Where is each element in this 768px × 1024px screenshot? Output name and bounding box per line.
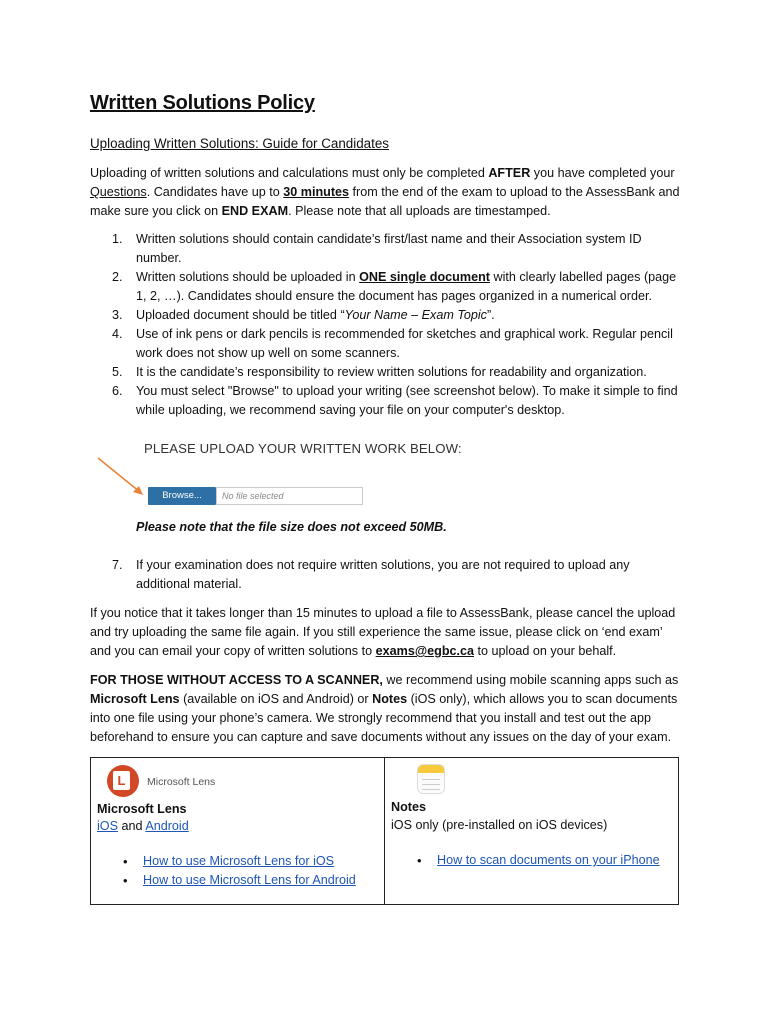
file-size-note: Please note that the file size does not exceed 50MB. (136, 520, 447, 534)
lens-platforms: iOS and Android (97, 819, 189, 833)
microsoft-lens-logo-icon: L (107, 765, 139, 797)
list-item (119, 852, 356, 871)
list-item: 4. Use of ink pens or dark pencils is recommended for sketches and graphical work. Regular pencil work does not show up well on some scanners. (112, 327, 673, 360)
page-title: Written Solutions Policy (90, 92, 315, 114)
iphone-scan-guide-link[interactable]: How to scan documents on your iPhone (437, 853, 660, 867)
email-link[interactable]: exams@egbc.ca (375, 644, 475, 658)
ios-link[interactable]: iOS (97, 819, 118, 833)
browse-button[interactable]: Browse... (148, 487, 216, 505)
list-item: 2. Written solutions should be uploaded in ONE single document with clearly labelled pages (page 1, 2, …). Candidates should ensure the document has pages organized in a numerical order. (112, 270, 677, 303)
list-item: 5. It is the candidate’s responsibility to review written solutions for readability and organization. (112, 365, 647, 379)
scanner-paragraph: FOR THOSE WITHOUT ACCESS TO A SCANNER, we recommend using mobile scanning apps such as Microsoft Lens (available on iOS and Android) or Notes (iOS only), which allows you to scan documents into one file using your phone’s camera. We strongly recommend that you install and test out the app beforehand to ensure you can capture and save documents without any issues on the day of your exam. (90, 673, 679, 744)
instructions-list-continued (90, 556, 680, 594)
notes-name: Notes (391, 800, 426, 814)
apps-table (90, 757, 679, 905)
upload-heading: PLEASE UPLOAD YOUR WRITTEN WORK BELOW: (144, 441, 462, 456)
lens-cell (91, 758, 385, 905)
arrow-icon (96, 456, 146, 498)
upload-issue-paragraph: If you notice that it takes longer than 15 minutes to upload a file to AssessBank, please cancel the upload and try uploading the same file again. If you still experience the same issue, please click on ‘end exam’ and you can email your copy of written solutions to exams@egbc.ca to upload on your behalf. (90, 606, 676, 658)
list-item (119, 871, 356, 890)
lens-name: Microsoft Lens (97, 802, 187, 816)
notes-app-icon (417, 764, 445, 794)
file-input[interactable]: No file selected (216, 487, 363, 505)
notes-cell (385, 758, 679, 905)
lens-logo-text: Microsoft Lens (147, 776, 216, 788)
upload-screenshot (144, 436, 484, 516)
notes-platforms: iOS only (pre-installed on iOS devices) (391, 818, 608, 832)
notes-links-list (413, 851, 660, 870)
intro-paragraph: Uploading of written solutions and calculations must only be completed AFTER you have completed your Questions. Candidates have up to 30 minutes from the end of the exam to upload to the AssessBank and make sure you click on END EXAM. Please note that all uploads are timestamped. (90, 166, 680, 218)
page-subtitle: Uploading Written Solutions: Guide for Candidates (90, 136, 389, 151)
list-item (413, 851, 660, 870)
android-link[interactable]: Android (145, 819, 189, 833)
instructions-list (90, 230, 680, 420)
list-item: 1. Written solutions should contain candidate’s first/last name and their Association system ID number. (112, 232, 642, 265)
list-item: 7. If your examination does not require written solutions, you are not required to upload any additional material. (112, 558, 630, 591)
lens-links-list (119, 852, 356, 890)
list-item: 6. You must select "Browse" to upload your writing (see screenshot below). To make it simple to find while uploading, we recommend saving your file on your computer's desktop. (112, 384, 678, 417)
list-item: 3. Uploaded document should be titled “Your Name – Exam Topic”. (112, 308, 495, 322)
lens-android-guide-link[interactable]: How to use Microsoft Lens for Android (143, 873, 356, 887)
lens-ios-guide-link[interactable]: How to use Microsoft Lens for iOS (143, 854, 335, 868)
